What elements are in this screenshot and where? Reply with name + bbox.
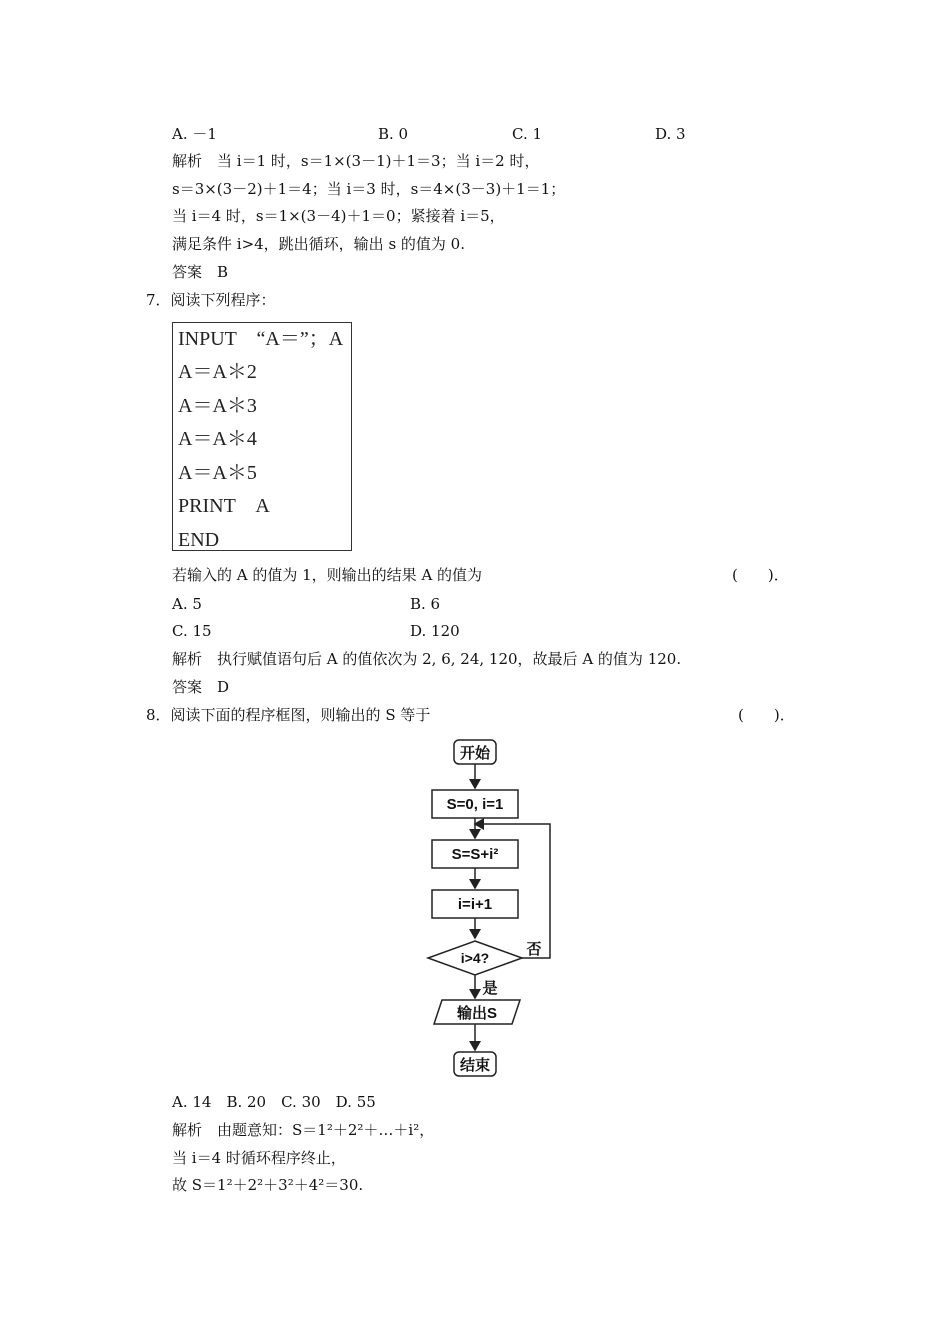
q8-analysis-line-3: 故 S＝1²＋2²＋3²＋4²＝30.: [172, 1176, 364, 1194]
q6-analysis-line-1: 解析 当 i＝1 时，s＝1×(3－1)＋1＝3；当 i＝2 时，: [172, 152, 540, 170]
q6-option-b: B. 0: [378, 125, 409, 143]
q6-option-a: A. －1: [172, 125, 217, 143]
q6-option-d: D. 3: [655, 125, 686, 143]
q6-analysis-line-2: s＝3×(3－2)＋1＝4；当 i＝3 时，s＝4×(3－3)＋1＝1；: [172, 180, 566, 198]
q7-option-d: D. 120: [410, 622, 460, 640]
yes-label: 是: [482, 980, 498, 997]
q7-program-box: [172, 322, 352, 551]
code-line: PRINT A: [178, 495, 270, 517]
start-label: 开始: [459, 745, 491, 762]
q7-analysis: 解析 执行赋值语句后 A 的值依次为 2, 6, 24, 120，故最后 A 的值为 120.: [172, 650, 682, 668]
output-label: 输出S: [456, 1005, 498, 1022]
q6-answer: 答案 B: [172, 263, 229, 281]
condition-label: i>4?: [460, 950, 490, 966]
init-label: S=0, i=1: [446, 796, 504, 813]
code-line: INPUT “A＝”；A: [178, 328, 344, 350]
q7-option-a: A. 5: [172, 595, 202, 613]
q8-analysis-line-2: 当 i＝4 时循环程序终止，: [172, 1149, 346, 1167]
no-label: 否: [526, 941, 542, 958]
code-line: A＝A＊4: [178, 428, 257, 450]
q7-answer: 答案 D: [172, 678, 230, 696]
q7-question: 若输入的 A 的值为 1，则输出的结果 A 的值为: [172, 566, 483, 584]
q8-analysis-line-1: 解析 由题意知：S＝1²＋2²＋…＋i²，: [172, 1121, 435, 1139]
q6-analysis-line-4: 满足条件 i>4，跳出循环，输出 s 的值为 0.: [172, 235, 465, 253]
code-line: A＝A＊3: [178, 395, 257, 417]
code-line: A＝A＊2: [178, 361, 257, 383]
q7-option-c: C. 15: [172, 622, 212, 640]
q7-option-b: B. 6: [410, 595, 441, 613]
q8-options: A. 14 B. 20 C. 30 D. 55: [172, 1093, 376, 1111]
q7-stem: 7．阅读下列程序：: [146, 291, 276, 309]
end-label: 结束: [459, 1057, 491, 1074]
q6-option-c: C. 1: [512, 125, 543, 143]
q8-stem: 8．阅读下面的程序框图，则输出的 S 等于: [146, 706, 431, 724]
q8-answer-blank: ( )．: [738, 706, 795, 724]
q8-flowchart: [420, 734, 560, 1088]
code-line: A＝A＊5: [178, 462, 257, 484]
q6-analysis-line-3: 当 i＝4 时，s＝1×(3－4)＋1＝0；紧接着 i＝5，: [172, 207, 505, 225]
sum-label: S=S+i²: [451, 846, 499, 863]
q7-answer-blank: ( )．: [732, 566, 789, 584]
increment-label: i=i+1: [457, 896, 493, 913]
code-line: END: [178, 529, 220, 551]
